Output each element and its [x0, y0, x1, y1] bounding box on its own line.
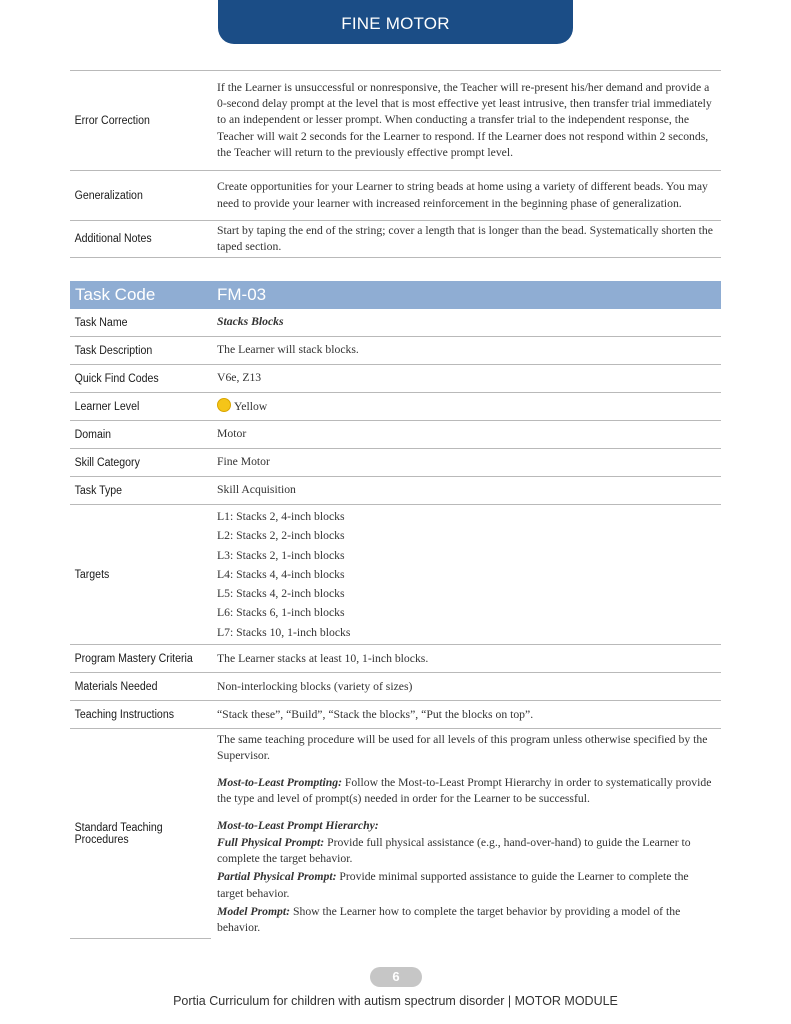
table-row	[70, 505, 721, 645]
model-prompt-text: Show the Learner how to complete the target behavior by providing a model of the behavior.	[217, 904, 681, 934]
row-label: Learner Level	[70, 393, 200, 421]
row-label: Targets	[70, 505, 200, 645]
row-value: Skill Acquisition	[211, 477, 721, 505]
row-value: V6e, Z13	[211, 365, 721, 393]
table-row	[70, 449, 721, 477]
row-label: Task Description	[70, 337, 200, 365]
row-label: Teaching Instructions	[70, 701, 200, 729]
table-row	[70, 309, 721, 337]
page-number-badge	[370, 967, 422, 987]
row-value: If the Learner is unsuccessful or nonresponsive, the Teacher will re-present his/her demand and provide a 0-second delay prompt at the level that is most effective yet least intrusive, then transfer trial immediately to an independent or lesser prompt. When conducting a transfer trial to the independent response, the Teacher will wait 2 seconds for the Learner to respond. If the Learner does not respond within 2 seconds, the Teacher will return to the previously effective prompt level.	[211, 71, 721, 171]
footer-text: Portia Curriculum for children with autism spectrum disorder | MOTOR MODULE	[173, 994, 618, 1008]
table-row	[70, 337, 721, 365]
learner-level-text: Yellow	[234, 399, 268, 413]
table-row	[70, 701, 721, 729]
partial-physical-text: Provide minimal supported assistance to guide the Learner to complete the target behavior.	[217, 870, 689, 900]
row-value: Create opportunities for your Learner to string beads at home using a variety of different beads. You may need to provide your learner with increased reinforcement in the beginning phase of generalization.	[211, 171, 721, 221]
row-value: The Learner will stack blocks.	[211, 337, 721, 365]
yellow-level-dot-icon	[217, 398, 231, 412]
row-label: Standard Teaching Procedures	[70, 729, 200, 939]
row-label: Domain	[70, 421, 200, 449]
previous-task-table	[70, 70, 721, 258]
target-item: L3: Stacks 2, 1-inch blocks	[217, 548, 345, 562]
partial-physical-title: Partial Physical Prompt:	[217, 870, 337, 884]
table-row	[70, 729, 721, 939]
task-code-label: Task Code	[70, 281, 211, 309]
row-label: Program Mastery Criteria	[70, 645, 200, 673]
row-value: Start by taping the end of the string; cover a length that is longer than the bead. Systematically shorten the taped section.	[211, 221, 721, 258]
hierarchy-title: Most-to-Least Prompt Hierarchy:	[217, 819, 379, 833]
row-value: Motor	[211, 421, 721, 449]
section-header	[218, 0, 573, 44]
partial-physical-paragraph	[217, 869, 717, 901]
section-title: FINE MOTOR	[341, 14, 450, 33]
targets-list	[211, 505, 721, 645]
table-row	[70, 393, 721, 421]
mtl-paragraph	[217, 775, 717, 807]
row-label: Materials Needed	[70, 673, 200, 701]
row-value: Non-interlocking blocks (variety of sizes)	[211, 673, 721, 701]
row-label: Quick Find Codes	[70, 365, 200, 393]
mtl-text: Follow the Most-to-Least Prompt Hierarchy in order to systematically provide the type and level of prompt(s) needed in order for the Learner to be successful.	[217, 776, 712, 806]
model-prompt-paragraph	[217, 904, 717, 936]
table-row	[70, 673, 721, 701]
row-value: The Learner stacks at least 10, 1-inch blocks.	[211, 645, 721, 673]
table-row	[70, 171, 721, 221]
row-label: Task Type	[70, 477, 200, 505]
table-row	[70, 71, 721, 171]
target-item: L6: Stacks 6, 1-inch blocks	[217, 606, 345, 620]
task-code-row	[70, 281, 721, 309]
table-row	[70, 221, 721, 258]
task-table	[70, 281, 721, 939]
table-row	[70, 421, 721, 449]
procedures-intro: The same teaching procedure will be used for all levels of this program unless otherwise specified by the Supervisor.	[217, 732, 708, 762]
row-label: Skill Category	[70, 449, 200, 477]
full-physical-paragraph	[217, 835, 717, 867]
row-label: Additional Notes	[70, 221, 200, 258]
model-prompt-title: Model Prompt:	[217, 904, 291, 918]
table-row	[70, 645, 721, 673]
task-code-value: FM-03	[211, 281, 721, 309]
target-item: L1: Stacks 2, 4-inch blocks	[217, 510, 345, 523]
table-row	[70, 477, 721, 505]
full-physical-title: Full Physical Prompt:	[217, 836, 325, 850]
row-value: Fine Motor	[211, 449, 721, 477]
row-label: Error Correction	[70, 71, 200, 171]
table-row	[70, 365, 721, 393]
full-physical-text: Provide full physical assistance (e.g., hand-over-hand) to guide the Learner to complete the target behavior.	[217, 836, 691, 866]
page-number: 6	[392, 969, 400, 984]
target-item: L2: Stacks 2, 2-inch blocks	[217, 529, 345, 543]
learner-level-value	[211, 393, 721, 421]
procedures-content	[211, 729, 721, 939]
row-value: “Stack these”, “Build”, “Stack the blocks”, “Put the blocks on top”.	[211, 701, 721, 729]
target-item: L5: Stacks 4, 2-inch blocks	[217, 587, 345, 601]
row-label: Task Name	[70, 309, 200, 337]
target-item: L7: Stacks 10, 1-inch blocks	[217, 625, 351, 639]
target-item: L4: Stacks 4, 4-inch blocks	[217, 567, 345, 581]
mtl-title: Most-to-Least Prompting:	[217, 776, 342, 789]
row-label: Generalization	[70, 171, 200, 221]
task-name-value: Stacks Blocks	[211, 309, 721, 337]
